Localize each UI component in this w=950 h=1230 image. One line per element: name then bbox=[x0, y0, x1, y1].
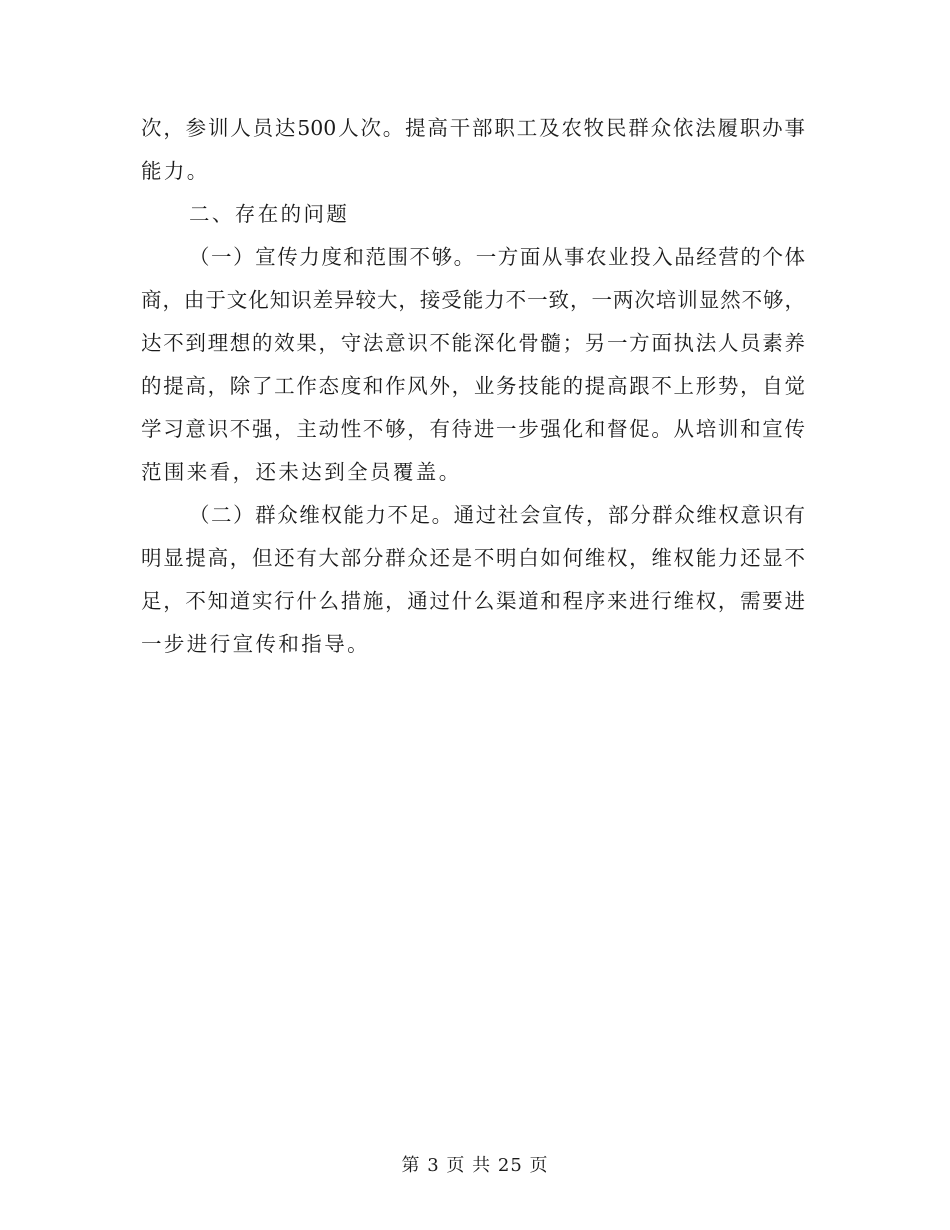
paragraph-1-line-2: 能力。 bbox=[141, 159, 210, 183]
paragraph-2-line-1: （一）宣传力度和范围不够。一方面从事农业投入品经营的个体 bbox=[189, 245, 805, 269]
paragraph-3-line-4: 一步进行宣传和指导。 bbox=[141, 632, 370, 656]
paragraph-3-line-2: 明显提高，但还有大部分群众还是不明白如何维权，维权能力还显不 bbox=[141, 546, 805, 570]
paragraph-3-line-3: 足，不知道实行什么措施，通过什么渠道和程序来进行维权，需要进 bbox=[141, 589, 805, 613]
paragraph-3-line-1: （二）群众维权能力不足。通过社会宣传，部分群众维权意识有 bbox=[189, 503, 805, 527]
paragraph-2-line-4: 的提高，除了工作态度和作风外，业务技能的提高跟不上形势，自觉 bbox=[141, 374, 805, 398]
paragraph-2-line-6: 范围来看，还未达到全员覆盖。 bbox=[141, 460, 462, 484]
footer-total-word: 共 bbox=[472, 1155, 492, 1176]
paragraph-2-line-2: 商，由于文化知识差异较大，接受能力不一致，一两次培训显然不够， bbox=[141, 288, 805, 312]
footer-suffix: 页 bbox=[529, 1155, 549, 1176]
section-heading: 二、存在的问题 bbox=[189, 202, 350, 226]
footer-page-word: 页 bbox=[446, 1155, 466, 1176]
footer-total-pages: 25 bbox=[497, 1155, 523, 1176]
paragraph-2-line-3: 达不到理想的效果，守法意识不能深化骨髓；另一方面执法人员素养 bbox=[141, 331, 805, 355]
footer-current-page: 3 bbox=[427, 1155, 440, 1176]
page-footer bbox=[0, 1152, 950, 1180]
paragraph-1-line-1: 次，参训人员达500人次。提高干部职工及农牧民群众依法履职办事 bbox=[141, 116, 805, 140]
document-body bbox=[141, 107, 805, 666]
paragraph-2-line-5: 学习意识不强，主动性不够，有待进一步强化和督促。从培训和宣传 bbox=[141, 417, 805, 441]
footer-prefix: 第 bbox=[401, 1155, 421, 1176]
